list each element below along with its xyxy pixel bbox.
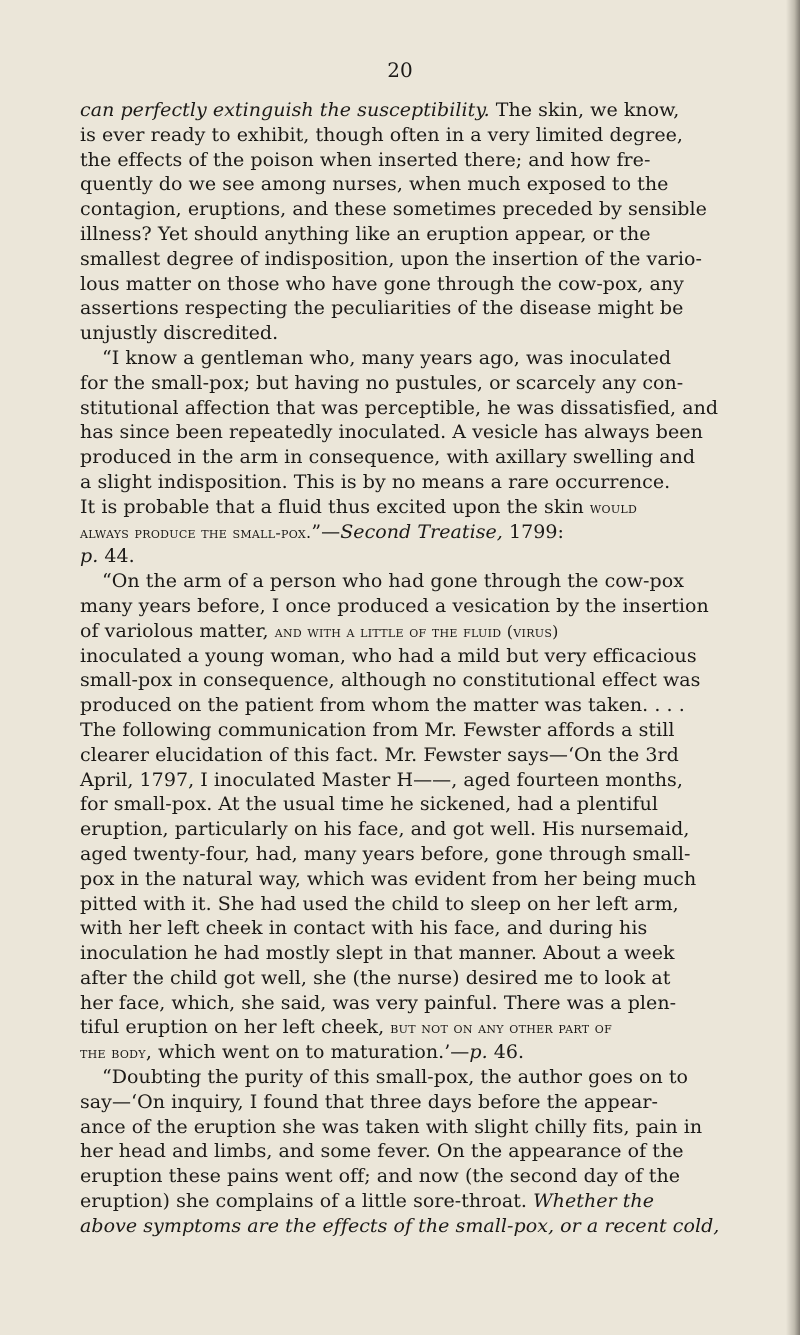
text-line bbox=[80, 1090, 770, 1115]
text-run: many years before, I once produced a vesication by the insertion bbox=[80, 594, 709, 617]
text-line bbox=[80, 594, 770, 619]
text-run: 1799: bbox=[502, 520, 564, 543]
text-run: pitted with it. She had used the child to sleep on her left arm, bbox=[80, 892, 679, 915]
text-line bbox=[80, 396, 770, 421]
text-line bbox=[80, 321, 770, 346]
text-run: with her left cheek in contact with his face, and during his bbox=[80, 917, 648, 940]
text-run: eruption, particularly on his face, and got well. His nursemaid, bbox=[80, 818, 690, 841]
text-line bbox=[80, 371, 770, 396]
text-run: aged twenty-four, had, many years before, gone through small- bbox=[80, 842, 691, 865]
page-number: 20 bbox=[387, 58, 413, 82]
text-run: 44. bbox=[98, 545, 135, 568]
text-line bbox=[80, 495, 770, 520]
text-line bbox=[80, 272, 770, 297]
text-run: assertions respecting the peculiarities of the disease might be bbox=[80, 297, 684, 320]
text-run: the effects of the poison when inserted there; and how fre- bbox=[80, 148, 651, 171]
text-run: “Doubting the purity of this small-pox, the author goes on to bbox=[102, 1066, 689, 1089]
small-caps-text: and with a little of the fluid bbox=[274, 621, 502, 641]
text-run: smallest degree of indisposition, upon the insertion of the vario- bbox=[80, 247, 702, 270]
text-run: lous matter on those who have gone through the cow-pox, any bbox=[80, 272, 684, 295]
text-line bbox=[80, 172, 770, 197]
text-line bbox=[80, 222, 770, 247]
small-caps-text: would bbox=[589, 497, 638, 517]
text-run: produced in the arm in consequence, with axillary swelling and bbox=[80, 446, 696, 469]
text-line bbox=[80, 966, 770, 991]
text-line bbox=[80, 991, 770, 1016]
text-run: has since been repeatedly inoculated. A vesicle has always been bbox=[80, 421, 703, 444]
text-run: clearer elucidation of this fact. Mr. Fewster says—‘On the 3rd bbox=[80, 743, 679, 766]
italic-text: Whether the bbox=[533, 1190, 655, 1213]
text-run: contagion, eruptions, and these sometimes preceded by sensible bbox=[80, 198, 707, 221]
text-run: unjustly discredited. bbox=[80, 322, 279, 345]
text-line bbox=[80, 1164, 770, 1189]
text-run: inoculation he had mostly slept in that manner. About a week bbox=[80, 942, 675, 965]
text-run: eruption) she complains of a little sore-throat. bbox=[80, 1190, 534, 1213]
text-run: for small-pox. At the usual time he sickened, had a plentiful bbox=[80, 793, 658, 816]
text-run: 46. bbox=[487, 1041, 525, 1064]
text-line bbox=[80, 1214, 770, 1239]
text-line bbox=[80, 743, 770, 768]
text-line bbox=[80, 693, 770, 718]
text-line bbox=[80, 346, 770, 371]
text-run: eruption these pains went off; and now (the second day of the bbox=[80, 1165, 681, 1188]
text-line bbox=[80, 1015, 770, 1040]
text-run: say—‘On inquiry, I found that three days before the appear- bbox=[80, 1090, 659, 1113]
text-run: inoculated a young woman, who had a mild but very efficacious bbox=[80, 644, 697, 667]
text-run: is ever ready to exhibit, though often in a very limited degree, bbox=[80, 123, 684, 146]
text-run: after the child got well, she (the nurse) desired me to look at bbox=[80, 966, 671, 989]
small-caps-text: the body bbox=[80, 1043, 146, 1063]
small-caps-text: always produce the small-pox. bbox=[80, 522, 312, 542]
text-run: a slight indisposition. This is by no means a rare occurrence. bbox=[80, 470, 671, 493]
italic-text: can perfectly extinguish the susceptibility. bbox=[80, 99, 490, 121]
text-run: stitutional affection that was perceptible, he was dissatisfied, and bbox=[80, 396, 719, 419]
text-line bbox=[80, 296, 770, 321]
text-line bbox=[80, 98, 770, 123]
text-line bbox=[80, 445, 770, 470]
text-line bbox=[80, 817, 770, 842]
text-run: her face, which, she said, was very painful. There was a plen- bbox=[80, 991, 677, 1014]
text-line bbox=[80, 197, 770, 222]
text-line bbox=[80, 792, 770, 817]
text-line bbox=[80, 1065, 770, 1090]
text-run: produced on the patient from whom the matter was taken. . . . bbox=[80, 694, 685, 717]
text-line bbox=[80, 520, 770, 545]
text-line bbox=[80, 718, 770, 743]
italic-text: above symptoms are the effects of the small-pox, or a recent cold, bbox=[80, 1214, 720, 1237]
text-run: her head and limbs, and some fever. On the appearance of the bbox=[80, 1140, 684, 1163]
text-line bbox=[80, 867, 770, 892]
text-run: ance of the eruption she was taken with slight chilly fits, pain in bbox=[80, 1115, 703, 1138]
text-line bbox=[80, 941, 770, 966]
italic-text: p. bbox=[469, 1041, 488, 1064]
text-run: It is probable that a fluid thus excited upon the skin bbox=[80, 495, 590, 518]
text-run: The following communication from Mr. Fewster affords a still bbox=[80, 718, 675, 741]
text-run: , which went on to maturation.’— bbox=[145, 1041, 470, 1064]
text-run: “On the arm of a person who had gone through the cow-pox bbox=[102, 570, 684, 593]
text-run: “I know a gentleman who, many years ago, was inoculated bbox=[102, 346, 672, 369]
text-line bbox=[80, 768, 770, 793]
text-line bbox=[80, 569, 770, 594]
text-run: quently do we see among nurses, when much exposed to the bbox=[80, 173, 669, 196]
text-line bbox=[80, 892, 770, 917]
italic-text: Second Treatise, bbox=[340, 520, 503, 543]
text-line bbox=[80, 148, 770, 173]
small-caps-text: but not on any other part of bbox=[390, 1018, 612, 1038]
italic-text: p. bbox=[80, 545, 99, 568]
text-run: pox in the natural way, which was evident from her being much bbox=[80, 867, 697, 890]
body-text bbox=[80, 98, 770, 1239]
page-edge-shadow bbox=[786, 0, 800, 1335]
text-line bbox=[80, 842, 770, 867]
text-line bbox=[80, 544, 770, 569]
text-line bbox=[80, 1139, 770, 1164]
text-line bbox=[80, 619, 770, 644]
text-line bbox=[80, 1115, 770, 1140]
text-run: The skin, we know, bbox=[489, 99, 680, 121]
small-caps-text: (virus) bbox=[501, 621, 559, 641]
text-line bbox=[80, 247, 770, 272]
text-line bbox=[80, 123, 770, 148]
text-line bbox=[80, 644, 770, 669]
text-run: of variolous matter, bbox=[80, 619, 275, 642]
text-line bbox=[80, 916, 770, 941]
text-line bbox=[80, 1040, 770, 1065]
text-line bbox=[80, 470, 770, 495]
text-run: tiful eruption on her left cheek, bbox=[80, 1016, 391, 1039]
text-run: April, 1797, I inoculated Master H——, aged fourteen months, bbox=[80, 768, 683, 791]
text-line bbox=[80, 1189, 770, 1214]
text-run: for the small-pox; but having no pustules, or scarcely any con- bbox=[80, 371, 684, 394]
text-line bbox=[80, 420, 770, 445]
text-run: small-pox in consequence, although no constitutional effect was bbox=[80, 669, 701, 692]
text-run: ”— bbox=[311, 520, 341, 543]
text-line bbox=[80, 668, 770, 693]
text-run: illness? Yet should anything like an eruption appear, or the bbox=[80, 222, 651, 245]
